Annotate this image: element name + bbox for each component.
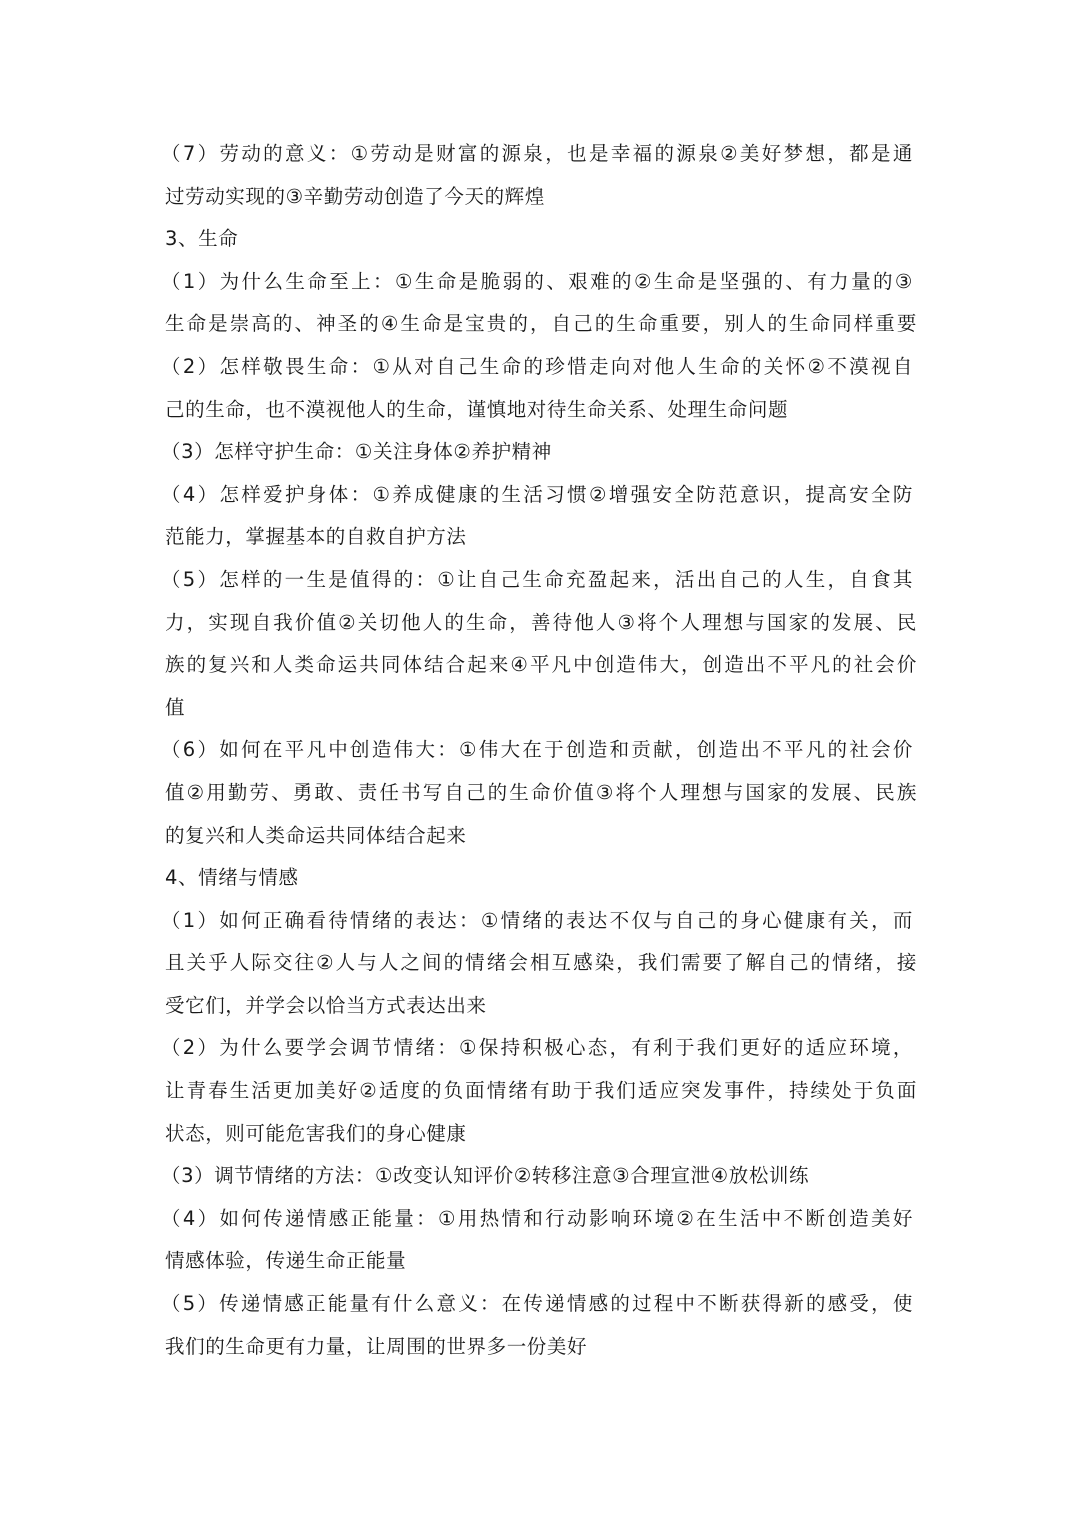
text-line: （2）为什么要学会调节情绪：①保持积极心态，有利于我们更好的适应环境， — [161, 1036, 913, 1060]
paragraph-regulate-emotions — [161, 1027, 917, 1155]
text-line: 且关乎人际交往②人与人之间的情绪会相互感染，我们需要了解自己的情绪，接 — [165, 951, 917, 975]
text-line: 情感体验，传递生命正能量 — [165, 1249, 407, 1273]
text-line: 的复兴和人类命运共同体结合起来 — [165, 823, 467, 847]
text-line: 过劳动实现的③辛勤劳动创造了今天的辉煌 — [165, 184, 545, 208]
text-line: 范能力，掌握基本的自救自护方法 — [165, 525, 467, 549]
text-line: （1）如何正确看待情绪的表达：①情绪的表达不仅与自己的身心健康有关，而 — [161, 908, 913, 932]
text-line: 生命是崇高的、神圣的④生命是宝贵的，自己的生命重要，别人的生命同样重要 — [165, 312, 917, 336]
text-line: 族的复兴和人类命运共同体结合起来④平凡中创造伟大，创造出不平凡的社会价 — [165, 653, 917, 677]
paragraph-revere-life — [161, 346, 917, 431]
paragraph-positive-energy-meaning — [161, 1283, 917, 1368]
paragraph-greatness-in-ordinary — [161, 729, 917, 857]
text-line: （6）如何在平凡中创造伟大：①伟大在于创造和贡献，创造出不平凡的社会价 — [161, 738, 913, 762]
text-line: 受它们，并学会以恰当方式表达出来 — [165, 993, 487, 1017]
section-heading-emotions: 4、情绪与情感 — [165, 866, 299, 890]
paragraph-worthy-life — [161, 559, 917, 729]
text-line: （1）为什么生命至上：①生命是脆弱的、艰难的②生命是坚强的、有力量的③ — [161, 269, 913, 293]
text-line: 我们的生命更有力量，让周围的世界多一份美好 — [165, 1334, 588, 1358]
paragraph-life-supreme — [161, 261, 917, 346]
text-line: （4）怎样爱护身体：①养成健康的生活习惯②增强安全防范意识，提高安全防 — [161, 482, 913, 506]
paragraph-care-body — [161, 474, 917, 559]
paragraph-guard-life — [161, 431, 917, 474]
document-body — [161, 133, 917, 1368]
text-line: （7）劳动的意义：①劳动是财富的源泉，也是幸福的源泉②美好梦想，都是通 — [161, 142, 913, 165]
paragraph-emotion-expression — [161, 900, 917, 1028]
paragraph-labor-meaning — [161, 133, 917, 218]
section-heading-life: 3、生命 — [165, 227, 239, 251]
text-line: （3）怎样守护生命：①关注身体②养护精神 — [161, 440, 552, 464]
text-line: （5）传递情感正能量有什么意义：在传递情感的过程中不断获得新的感受，使 — [161, 1292, 913, 1316]
paragraph-pass-positive-energy — [161, 1198, 917, 1283]
text-line: 力，实现自我价值②关切他人的生命，善待他人③将个人理想与国家的发展、民 — [165, 610, 917, 634]
text-line: 值 — [165, 695, 186, 719]
text-line: 值②用勤劳、勇敢、责任书写自己的生命价值③将个人理想与国家的发展、民族 — [165, 780, 917, 804]
text-line: 状态，则可能危害我们的身心健康 — [165, 1121, 467, 1145]
text-line: （2）怎样敬畏生命：①从对自己生命的珍惜走向对他人生命的关怀②不漠视自 — [161, 354, 913, 378]
text-line: （5）怎样的一生是值得的：①让自己生命充盈起来，活出自己的人生，自食其 — [161, 567, 913, 591]
text-line: （3）调节情绪的方法：①改变认知评价②转移注意③合理宣泄④放松训练 — [161, 1164, 810, 1188]
paragraph-regulation-methods — [161, 1155, 917, 1198]
text-line: （4）如何传递情感正能量：①用热情和行动影响环境②在生活中不断创造美好 — [161, 1206, 913, 1230]
text-line: 让青春生活更加美好②适度的负面情绪有助于我们适应突发事件，持续处于负面 — [165, 1079, 917, 1103]
text-line: 己的生命，也不漠视他人的生命，谨慎地对待生命关系、处理生命问题 — [165, 397, 789, 421]
